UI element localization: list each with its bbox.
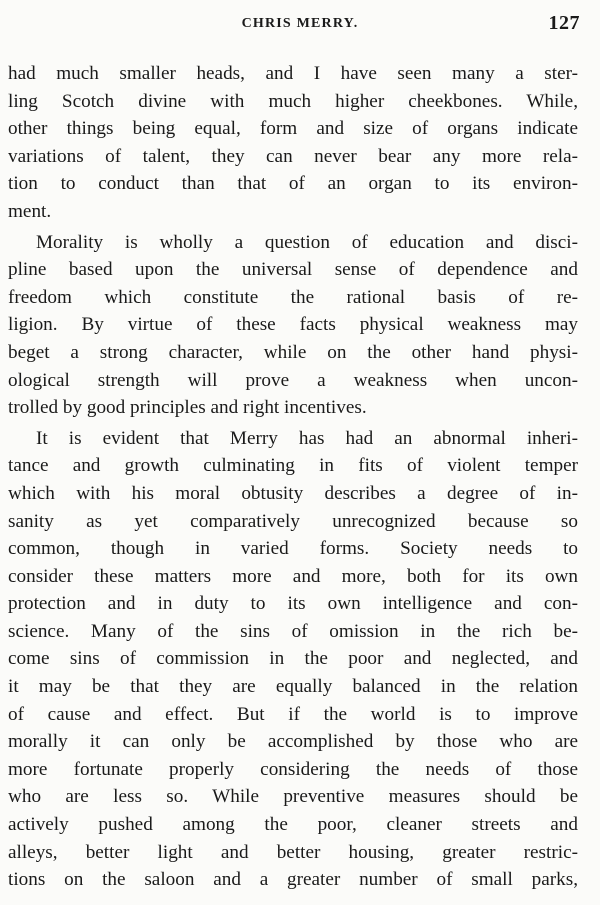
- text-line: morally it can only be accomplished by those who are: [8, 731, 578, 753]
- text-line: ological strength will prove a weakness when uncon-: [8, 369, 578, 391]
- text-line: tance and growth culminating in fits of violent temper: [8, 455, 578, 477]
- text-line: tion to conduct than that of an organ to its environ-: [8, 173, 578, 195]
- text-line: sanity as yet comparatively unrecognized because so: [8, 510, 578, 532]
- text-line: variations of talent, they can never bear any more rela-: [8, 145, 578, 167]
- text-line: actively pushed among the poor, cleaner streets and: [8, 814, 578, 836]
- text-line: had much smaller heads, and I have seen many a ster-: [8, 63, 578, 84]
- text-line: who are less so. While preventive measures should be: [8, 786, 578, 808]
- text-line: come sins of commission in the poor and neglected, and: [8, 648, 578, 670]
- text-line: beget a strong character, while on the other hand physi-: [8, 341, 578, 363]
- text-line: alleys, better light and better housing, greater restric-: [8, 841, 578, 863]
- text-line: which with his moral obtusity describes a degree of in-: [8, 482, 578, 504]
- text-line: pline based upon the universal sense of dependence and: [8, 259, 578, 281]
- running-title: CHRIS MERRY.: [241, 16, 359, 31]
- text-line: Morality is wholly a question of education and disci-: [36, 231, 578, 253]
- text-line: consider these matters more and more, both for its own: [8, 565, 578, 587]
- text-line: of cause and effect. But if the world is to improve: [8, 703, 578, 725]
- text-line: ment.: [8, 200, 52, 222]
- text-line: It is evident that Merry has had an abnormal inheri-: [36, 427, 578, 449]
- text-line: trolled by good principles and right incentives.: [8, 397, 367, 419]
- text-line: ligion. By virtue of these facts physical weakness may: [8, 314, 578, 336]
- text-line: it may be that they are equally balanced in the relation: [8, 676, 578, 698]
- body-text: [8, 60, 578, 894]
- text-line: science. Many of the sins of omission in the rich be-: [8, 620, 578, 642]
- text-line: tions on the saloon and a greater number of small parks,: [8, 869, 578, 891]
- paragraph: [8, 229, 578, 422]
- text-line: protection and in duty to its own intelligence and con-: [8, 593, 578, 615]
- text-line: other things being equal, form and size of organs indicate: [8, 118, 578, 140]
- paragraph: [8, 425, 578, 894]
- text-line: more fortunate properly considering the needs of those: [8, 758, 578, 780]
- text-line: ling Scotch divine with much higher cheekbones. While,: [8, 90, 578, 112]
- running-head: [0, 12, 600, 38]
- paragraph: [8, 60, 578, 226]
- text-line: common, though in varied forms. Society needs to: [8, 538, 578, 560]
- page-number: 127: [548, 12, 580, 34]
- text-line: freedom which constitute the rational basis of re-: [8, 286, 578, 308]
